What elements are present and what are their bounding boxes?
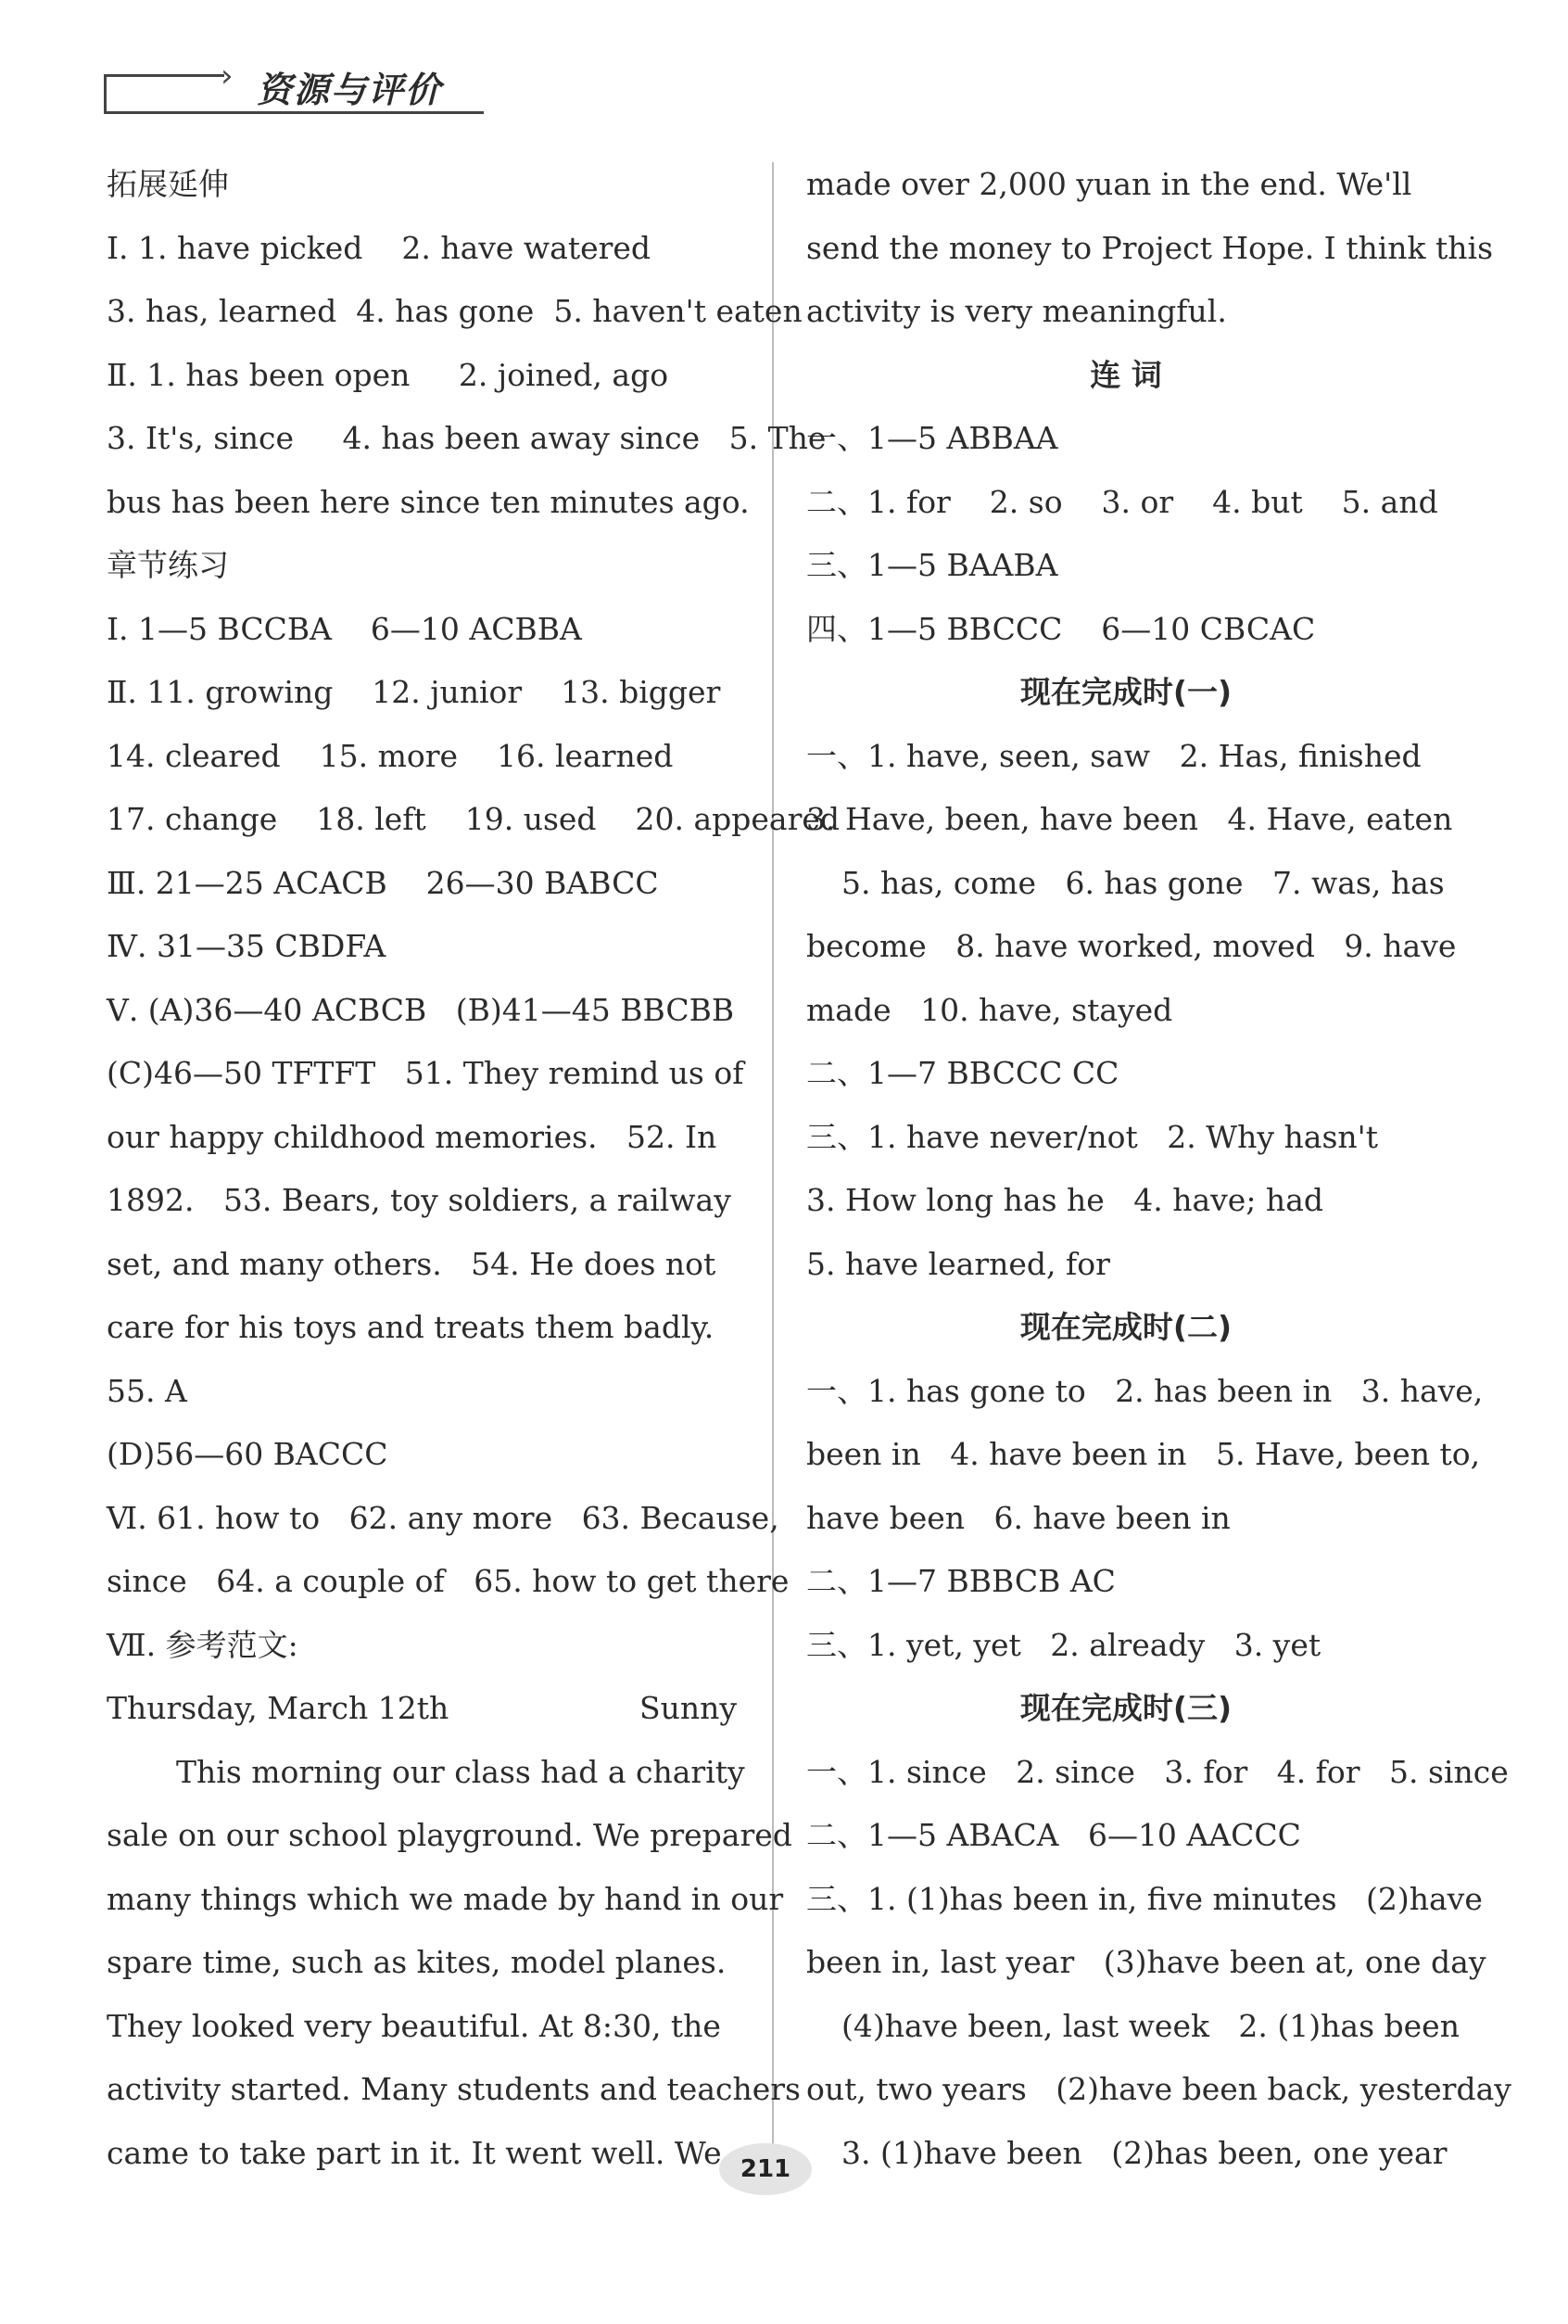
answer-line: 一、1—5 ABBAA bbox=[806, 420, 1058, 456]
essay-date: Thursday, March 12th bbox=[107, 1690, 449, 1726]
answer-line: 14. cleared 15. more 16. learned bbox=[107, 737, 674, 774]
answer-line: have been 6. have been in bbox=[806, 1499, 1231, 1536]
answer-line: Ⅶ. 参考范文: bbox=[107, 1626, 298, 1663]
answer-line: 3. Have, been, have been 4. Have, eaten bbox=[806, 801, 1453, 837]
section-heading-present-perfect-3: 现在完成时(三) bbox=[1019, 1690, 1233, 1726]
answer-line: 3. (1)have been (2)has been, one year bbox=[841, 2134, 1448, 2171]
essay-line: spare time, such as kites, model planes. bbox=[107, 1944, 727, 1980]
answer-line: Ⅵ. 61. how to 62. any more 63. Because, bbox=[107, 1499, 779, 1536]
answer-line: 三、1. yet, yet 2. already 3. yet bbox=[806, 1626, 1321, 1663]
essay-line: activity started. Many students and teachers bbox=[107, 2071, 801, 2107]
answer-line: become 8. have worked, moved 9. have bbox=[806, 928, 1457, 964]
essay-line: This morning our class had a charity bbox=[176, 1753, 745, 1790]
page-header bbox=[104, 57, 493, 122]
section-heading-extension: 拓展延伸 bbox=[107, 166, 229, 202]
right-column bbox=[806, 153, 1511, 2185]
answer-line: 3. It's, since 4. has been away since 5. The bbox=[107, 420, 827, 456]
essay-line: made over 2,000 yuan in the end. We'll bbox=[806, 166, 1412, 202]
answer-line: (D)56—60 BACCC bbox=[107, 1436, 388, 1472]
answer-line: Ⅱ. 11. growing 12. junior 13. bigger bbox=[107, 674, 721, 710]
answer-line: Ⅱ. 1. has been open 2. joined, ago bbox=[107, 356, 669, 393]
essay-line: many things which we made by hand in our bbox=[107, 1880, 784, 1917]
answer-line: 3. How long has he 4. have; had bbox=[806, 1182, 1323, 1218]
answer-line: since 64. a couple of 65. how to get there bbox=[107, 1563, 790, 1599]
answer-line: 5. have learned, for bbox=[806, 1245, 1110, 1282]
section-heading-present-perfect-1: 现在完成时(一) bbox=[1019, 674, 1233, 710]
answer-line: 55. A bbox=[107, 1372, 187, 1409]
essay-line: came to take part in it. It went well. We bbox=[107, 2134, 722, 2171]
answer-line: 5. has, come 6. has gone 7. was, has bbox=[841, 864, 1445, 901]
essay-line: activity is very meaningful. bbox=[806, 293, 1227, 329]
page-number: 211 bbox=[719, 2143, 812, 2195]
essay-line: They looked very beautiful. At 8:30, the bbox=[107, 2007, 721, 2044]
essay-line: sale on our school playground. We prepared bbox=[107, 1817, 792, 1853]
answer-line: 一、1. since 2. since 3. for 4. for 5. since bbox=[806, 1753, 1509, 1790]
answer-line: 1892. 53. Bears, toy soldiers, a railway bbox=[107, 1182, 731, 1218]
answer-line: Ⅳ. 31—35 CBDFA bbox=[107, 928, 386, 964]
answer-line: our happy childhood memories. 52. In bbox=[107, 1118, 717, 1155]
answer-line: 二、1. for 2. so 3. or 4. but 5. and bbox=[806, 483, 1438, 520]
answer-line: 四、1—5 BBCCC 6—10 CBCAC bbox=[806, 610, 1316, 647]
answer-line: 二、1—7 BBCCC CC bbox=[806, 1055, 1119, 1091]
answer-line: 一、1. has gone to 2. has been in 3. have, bbox=[806, 1372, 1484, 1409]
answer-line: (C)46—50 TFTFT 51. They remind us of bbox=[107, 1055, 744, 1091]
section-heading-conjunctions: 连 词 bbox=[1090, 356, 1162, 393]
answer-line: 3. has, learned 4. has gone 5. haven't eaten bbox=[107, 293, 803, 329]
answer-line: Ⅴ. (A)36—40 ACBCB (B)41—45 BBCBB bbox=[107, 991, 735, 1028]
header-rule-top bbox=[104, 74, 224, 77]
section-heading-present-perfect-2: 现在完成时(二) bbox=[1019, 1309, 1233, 1345]
answer-line: been in, last year (3)have been at, one day bbox=[806, 1944, 1486, 1980]
header-title: 资源与评价 bbox=[257, 70, 443, 110]
essay-date-row bbox=[107, 1677, 737, 1741]
header-arrow-icon: › bbox=[221, 57, 234, 95]
answer-line: 三、1. have never/not 2. Why hasn't bbox=[806, 1118, 1378, 1155]
answer-line: care for his toys and treats them badly. bbox=[107, 1309, 714, 1345]
answer-line: Ⅲ. 21—25 ACACB 26—30 BABCC bbox=[107, 864, 659, 901]
answer-line: 17. change 18. left 19. used 20. appeared bbox=[107, 801, 841, 837]
answer-line: been in 4. have been in 5. Have, been to, bbox=[806, 1436, 1481, 1472]
essay-weather: Sunny bbox=[639, 1690, 737, 1726]
answer-line: 二、1—5 ABACA 6—10 AACCC bbox=[806, 1817, 1301, 1853]
answer-line: I. 1—5 BCCBA 6—10 ACBBA bbox=[107, 610, 582, 647]
answer-line: I. 1. have picked 2. have watered bbox=[107, 229, 651, 266]
section-heading-chapter-practice: 章节练习 bbox=[107, 547, 229, 583]
header-rule-left bbox=[104, 74, 107, 111]
answer-line: out, two years (2)have been back, yesterday bbox=[806, 2071, 1511, 2107]
answer-line: bus has been here since ten minutes ago. bbox=[107, 483, 750, 520]
answer-line: 三、1. (1)has been in, five minutes (2)have bbox=[806, 1880, 1483, 1917]
answer-line: (4)have been, last week 2. (1)has been bbox=[841, 2007, 1460, 2044]
answer-line: 一、1. have, seen, saw 2. Has, finished bbox=[806, 737, 1422, 774]
column-divider bbox=[772, 162, 774, 2155]
answer-line: made 10. have, stayed bbox=[806, 991, 1173, 1028]
answer-line: set, and many others. 54. He does not bbox=[107, 1245, 716, 1282]
essay-line: send the money to Project Hope. I think this bbox=[806, 229, 1494, 266]
answer-line: 三、1—5 BAABA bbox=[806, 547, 1058, 583]
answer-line: 二、1—7 BBBCB AC bbox=[806, 1563, 1116, 1599]
